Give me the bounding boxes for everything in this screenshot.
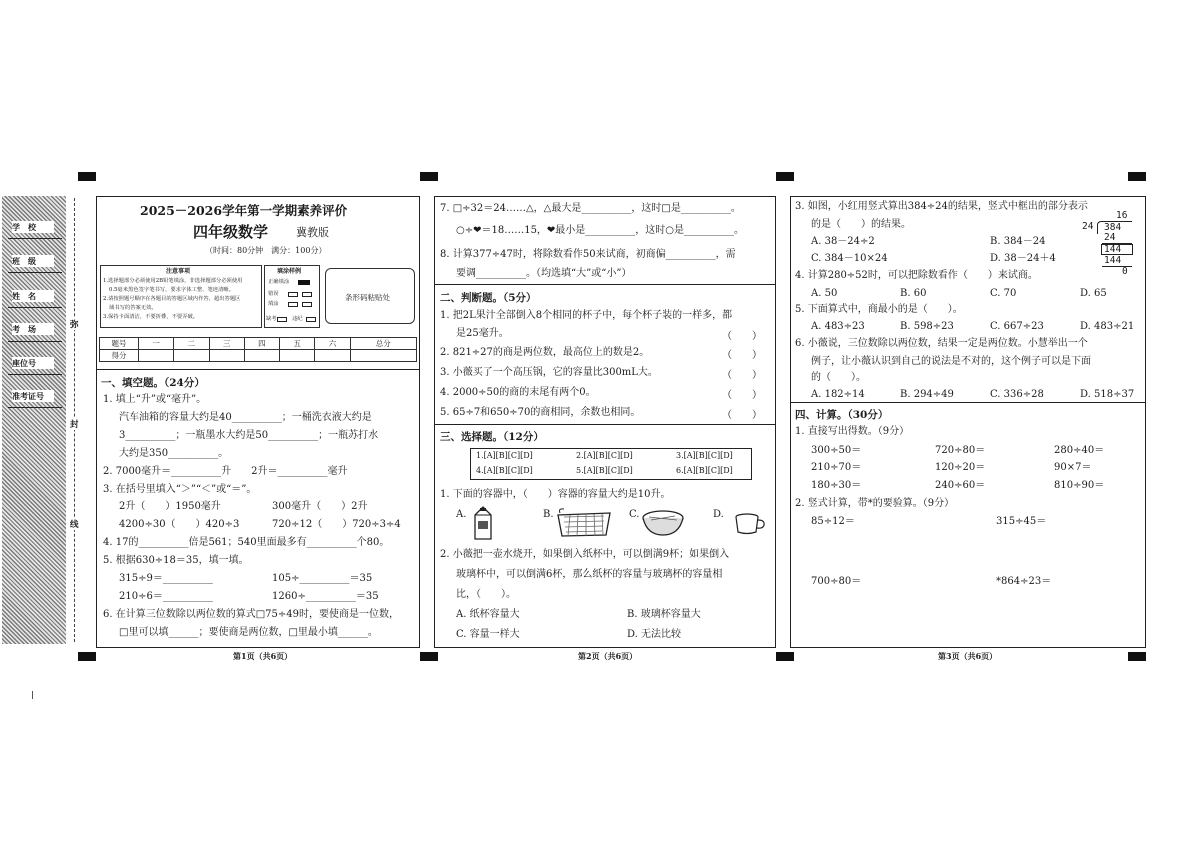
section-heading: 二、判断题。（5分） [440, 292, 537, 304]
question-text: 玻璃杯中，可以倒满6杯，那么纸杯的容量与玻璃杯的容量相 [456, 569, 723, 580]
registration-mark [420, 172, 438, 181]
compare-item: 720÷12（ ）720÷3÷4 [272, 519, 401, 530]
sidebar-label-school: 学 校 [12, 221, 54, 233]
registration-mark [420, 652, 438, 661]
option-item: C. 70 [990, 288, 1017, 299]
fill-item: 315÷9＝__________ [119, 573, 213, 584]
answer-bubbles[interactable]: 2.[A][B][C][D] [576, 451, 633, 460]
score-label: 得分 [100, 350, 139, 362]
exam-time-score: （时间：80分钟 满分：100分） [205, 246, 327, 255]
answer-paren[interactable]: （ ） [722, 390, 762, 401]
question-text: 的（ ）。 [811, 372, 866, 383]
question-text: 的是（ ）的结果。 [811, 219, 911, 230]
sidebar-line [8, 341, 62, 342]
seal-char: 封 [70, 420, 79, 430]
question-text: 3. 如图，小红用竖式算出384÷24的结果，竖式中框出的部分表示 [795, 201, 1088, 212]
long-division [1080, 210, 1140, 280]
calc-item: 300÷50＝ [811, 445, 862, 456]
section-heading: 一、填空题。（24分） [101, 377, 205, 389]
washing-basin-icon [556, 505, 612, 539]
option-item: D. 483÷21 [1080, 321, 1135, 332]
registration-mark [776, 172, 794, 181]
option-item: C. 容量一样大 [456, 629, 520, 640]
wrong-bubble-icon [288, 302, 298, 307]
sidebar-line [8, 307, 62, 308]
option-item: C. 384－10×24 [811, 253, 888, 264]
notes-item: 1.选择题部分必须使用2B铅笔填涂，非选择题部分必须使用 [103, 278, 243, 284]
ld-remainder: 0 [1122, 266, 1128, 277]
answer-bubbles[interactable]: 5.[A][B][C][D] [576, 466, 633, 475]
exam-title: 2025－2026学年第一学期素养评价 [140, 203, 348, 218]
score-cell [209, 350, 244, 362]
option-item: B. 294÷49 [900, 389, 954, 400]
question-text: 5. 下面算式中，商最小的是（ ）。 [795, 304, 963, 315]
question-text: 2. 小薇把一壶水烧开，如果倒入纸杯中，可以倒满9杯；如果倒入 [440, 549, 730, 560]
fill-item: 105÷__________＝35 [272, 573, 373, 584]
score-cell [315, 350, 350, 362]
question-text: 5. 根据630÷18＝35，填一填。 [103, 555, 249, 566]
judge-item: 2. 821÷27的商是两位数，最高位上的数是2。 [440, 347, 650, 358]
option-item: B. 598÷23 [900, 321, 954, 332]
exam-edition: 冀教版 [296, 226, 329, 239]
answer-paren[interactable]: （ ） [722, 410, 762, 421]
calc-item: 720÷80＝ [935, 445, 986, 456]
fill-example-title: 填涂样例 [277, 268, 302, 275]
wrong-bubble-icon [302, 292, 312, 297]
option-item: D. 无法比较 [627, 629, 682, 640]
question-text: 4. 17的__________倍是561；540里面最多有__________个80。 [103, 537, 390, 548]
ld-divisor: 24 [1082, 221, 1094, 232]
seal-char: 弥 [70, 320, 79, 330]
fill-example-correct: 正确填涂 [268, 279, 290, 285]
option-item: A. 182÷14 [811, 389, 865, 400]
question-text: 8. 计算377÷47时，将除数看作50来试商，初商偏__________，需 [440, 249, 736, 260]
judge-item: 是25毫升。 [456, 328, 509, 339]
compare-item: 300毫升（ ）2升 [272, 501, 368, 512]
section-divider [791, 402, 1145, 403]
ld-step: 144 [1104, 244, 1122, 255]
question-text: 3. 在括号里填入“＞”“＜”或“＝”。 [103, 484, 257, 495]
judge-item: 1. 把2L果汁全部倒入8个相同的杯子中，每个杯子装的一样多，都 [440, 310, 733, 321]
ld-dividend: 384 [1104, 222, 1122, 233]
fill-example-wrong: 错误 [268, 291, 279, 297]
cheat-checkbox[interactable] [306, 317, 316, 322]
cheat-label: 违纪 [292, 316, 303, 322]
answer-paren[interactable]: （ ） [722, 331, 762, 342]
calc-item: 240÷60＝ [935, 480, 986, 491]
sidebar-line [8, 238, 62, 239]
sidebar-line [8, 272, 62, 273]
score-cell [139, 350, 174, 362]
sidebar-label-room: 考 场 [12, 323, 54, 335]
score-cell [280, 350, 315, 362]
sidebar-label-name: 姓 名 [12, 290, 54, 302]
compare-item: 4200÷30（ ）420÷3 [119, 519, 240, 530]
barcode-label: 条形码粘贴处 [345, 293, 390, 302]
filled-bubble-icon [298, 280, 310, 285]
section-divider [97, 369, 419, 370]
option-label: B. [543, 509, 554, 520]
score-cell [350, 350, 416, 362]
answer-paren[interactable]: （ ） [722, 350, 762, 361]
option-label: A. [456, 509, 467, 520]
calc-item: 280÷40＝ [1054, 445, 1105, 456]
wrong-bubble-icon [288, 292, 298, 297]
compare-item: 2升（ ）1950毫升 [119, 501, 221, 512]
option-item: B. 60 [900, 288, 927, 299]
score-table [99, 337, 417, 362]
calc-item: 85÷12＝ [811, 516, 855, 527]
seal-char: 线 [70, 520, 79, 530]
page-footer: 第1页（共6页） [233, 651, 293, 661]
score-header: 五 [280, 338, 315, 350]
option-item: D. 518÷37 [1080, 389, 1135, 400]
option-item: B. 玻璃杯容量大 [627, 609, 701, 620]
option-item: A. 50 [811, 288, 838, 299]
option-label: C. [629, 509, 640, 520]
answer-bubbles[interactable]: 4.[A][B][C][D] [476, 466, 533, 475]
bowl-icon [641, 508, 685, 538]
page-footer: 第2页（共6页） [578, 651, 638, 661]
notes-item: 3.保持卡面清洁，不要折叠，不要弄破。 [103, 314, 199, 320]
answer-paren[interactable]: （ ） [722, 370, 762, 381]
question-text: 大约是350__________。 [119, 448, 229, 459]
option-item: C. 336÷28 [990, 389, 1044, 400]
judge-item: 4. 2000÷50的商的末尾有两个0。 [440, 387, 596, 398]
score-header: 二 [174, 338, 209, 350]
page-footer: 第3页（共6页） [938, 651, 998, 661]
absent-checkbox[interactable] [277, 317, 287, 322]
question-text: 6. 小薇说，三位数除以两位数，结果一定是两位数。小慧举出一个 [795, 338, 1088, 349]
question-text: 7. □÷32＝24……△，△最大是__________，这时□是__________。 [440, 203, 741, 214]
notes-title: 注意事项 [166, 268, 191, 275]
question-text: 2. 7000毫升＝__________升 2升＝__________毫升 [103, 466, 348, 477]
fill-example-wrong: 填涂 [268, 301, 279, 307]
sidebar-line [8, 374, 62, 375]
cup-icon [733, 512, 767, 536]
calc-item: 700÷80＝ [811, 576, 862, 587]
registration-mark [1128, 172, 1146, 181]
option-item: A. 纸杯容量大 [456, 609, 520, 620]
question-text: 1. 直接写出得数。（9分） [795, 426, 910, 437]
exam-subject: 四年级数学 [193, 223, 269, 241]
section-heading: 三、选择题。（12分） [440, 431, 544, 443]
score-header: 总分 [350, 338, 416, 350]
section-divider [435, 424, 775, 425]
notes-item: 0.5毫米黑色签字笔书写，要求字体工整、笔迹清晰。 [109, 287, 234, 293]
answer-bubbles[interactable]: 6.[A][B][C][D] [676, 466, 733, 475]
registration-mark [776, 652, 794, 661]
section-divider [435, 284, 775, 285]
question-text: 要调__________。（均选填“大”或“小”） [456, 268, 632, 279]
sidebar-label-class: 班 级 [12, 255, 54, 267]
score-header: 三 [209, 338, 244, 350]
registration-mark [78, 652, 96, 661]
score-header: 一 [139, 338, 174, 350]
scan-artifact [32, 691, 33, 699]
score-header: 题号 [100, 338, 139, 350]
ld-step: 144 [1104, 255, 1122, 266]
question-text: 例子，让小薇认识到自己的说法是不对的，这个例子可以是下面 [811, 356, 1091, 367]
question-text: 4. 计算280÷52时，可以把除数看作（ ）来试商。 [795, 270, 1038, 281]
milk-carton-icon [471, 505, 495, 541]
option-item: D. 38－24＋4 [990, 253, 1056, 264]
calc-item: 90×7＝ [1054, 462, 1092, 473]
score-cell [174, 350, 209, 362]
question-text: □里可以填______；要使商是两位数，□里最小填______。 [119, 627, 378, 638]
score-header: 四 [244, 338, 279, 350]
judge-item: 3. 小薇买了一个高压锅，它的容量比300mL大。 [440, 367, 658, 378]
notes-item: 域书写的答案无效。 [109, 305, 157, 311]
score-cell [244, 350, 279, 362]
calc-item: 315÷45＝ [996, 516, 1047, 527]
ld-step: 24 [1104, 232, 1116, 243]
question-text: 3__________；一瓶墨水大约是50__________；一瓶苏打水 [119, 430, 379, 441]
option-label: D. [713, 509, 724, 520]
registration-mark [1128, 652, 1146, 661]
section-heading: 四、计算。（30分） [795, 409, 889, 421]
calc-item: 120÷20＝ [935, 462, 986, 473]
sidebar-label-seat: 座位号 [12, 357, 54, 369]
score-header: 六 [315, 338, 350, 350]
registration-mark [78, 172, 96, 181]
question-text: 6. 在计算三位数除以两位数的算式□75÷49时，要使商是一位数， [103, 609, 399, 620]
ld-quotient: 16 [1116, 210, 1128, 221]
option-item: D. 65 [1080, 288, 1107, 299]
question-text: 1. 下面的容器中，（ ）容器的容量大约是10升。 [440, 489, 671, 500]
fill-item: 1260÷__________＝35 [272, 591, 379, 602]
option-item: B. 384－24 [990, 236, 1046, 247]
calc-item: *864÷23＝ [996, 576, 1052, 587]
judge-item: 5. 65÷7和650÷70的商相同，余数也相同。 [440, 407, 641, 418]
question-text: 2. 竖式计算，带*的要验算。（9分） [795, 498, 955, 509]
question-text: 汽车油箱的容量大约是40__________；一桶洗衣液大约是 [119, 412, 372, 423]
question-text: ○÷❤＝18……15，❤最小是__________，这时○是__________。 [456, 225, 745, 236]
sidebar-label-exam-id: 准考证号 [12, 390, 54, 402]
option-item: A. 483÷23 [811, 321, 865, 332]
option-item: C. 667÷23 [990, 321, 1044, 332]
fill-item: 210÷6＝__________ [119, 591, 213, 602]
answer-bubbles[interactable]: 1.[A][B][C][D] [476, 451, 533, 460]
sidebar-line [8, 407, 62, 408]
option-item: A. 38－24÷2 [811, 236, 875, 247]
question-text: 1. 填上“升”或“毫升”。 [103, 394, 207, 405]
notes-item: 2.请按照题号顺序在各题目的答题区域内作答，超出答题区 [103, 296, 241, 302]
question-text: 比，（ ）。 [456, 589, 516, 600]
calc-item: 210÷70＝ [811, 462, 862, 473]
wrong-bubble-icon [302, 302, 312, 307]
calc-item: 180÷30＝ [811, 480, 862, 491]
answer-bubbles[interactable]: 3.[A][B][C][D] [676, 451, 733, 460]
calc-item: 810÷90＝ [1054, 480, 1105, 491]
absent-label: 缺考 [266, 316, 277, 322]
